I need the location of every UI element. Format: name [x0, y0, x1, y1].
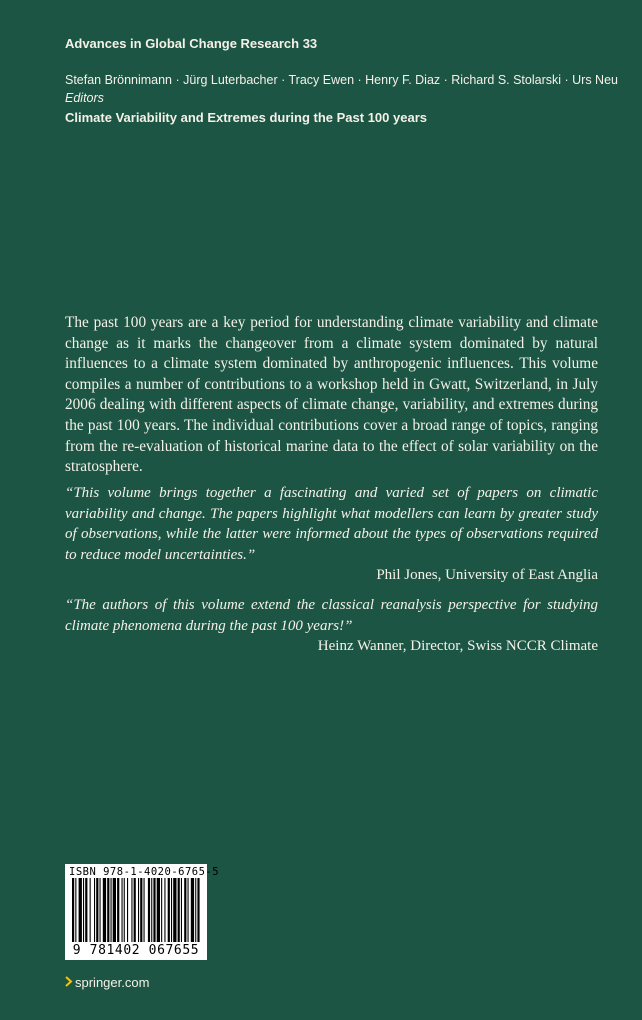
- editor-names: Stefan Brönnimann · Jürg Luterbacher · Tracy Ewen · Henry F. Diaz · Richard S. Stolarski · Urs Neu: [65, 73, 618, 87]
- barcode-bars: [65, 878, 207, 944]
- publisher-link-text: springer.com: [75, 975, 150, 990]
- isbn-barcode: [65, 864, 220, 960]
- quote-text: “This volume brings together a fascinating and varied set of papers on climatic variability and change. The papers highlight what modellers can learn by greater study of observations, while the latter were informed about the types of observations required to reduce model uncertainties.”: [65, 485, 598, 563]
- publisher-link[interactable]: [65, 975, 149, 990]
- chevron-right-icon: [65, 975, 75, 990]
- book-description: The past 100 years are a key period for understanding climate variability and climate change as it marks the changeover from a climate system dominated by natural influences to a climate system dominated by anthropogenic influences. This volume compiles a number of contributions to a workshop held in Gwatt, Switzerland, in July 2006 dealing with different aspects of climate change, variability, and extremes during the past 100 years. The individual contributions cover a broad range of topics, ranging from the re-evaluation of historical marine data to the effect of solar variability on the stratosphere.: [65, 314, 598, 476]
- series-title: Advances in Global Change Research 33: [65, 36, 318, 51]
- endorsement-quote: [65, 595, 598, 657]
- editors-label: Editors: [65, 91, 104, 105]
- barcode-digits: 9 781402 067655: [65, 943, 207, 958]
- quote-source: Heinz Wanner, Director, Swiss NCCR Climate: [317, 638, 598, 654]
- endorsement-quote: [65, 483, 598, 586]
- quote-text: “The authors of this volume extend the classical reanalysis perspective for studying climate phenomena during the past 100 years!”: [65, 597, 598, 634]
- book-title: Climate Variability and Extremes during the Past 100 years: [65, 110, 427, 125]
- isbn-number: ISBN 978-1-4020-6765-5: [69, 866, 220, 878]
- quote-source: Phil Jones, University of East Anglia: [376, 567, 598, 583]
